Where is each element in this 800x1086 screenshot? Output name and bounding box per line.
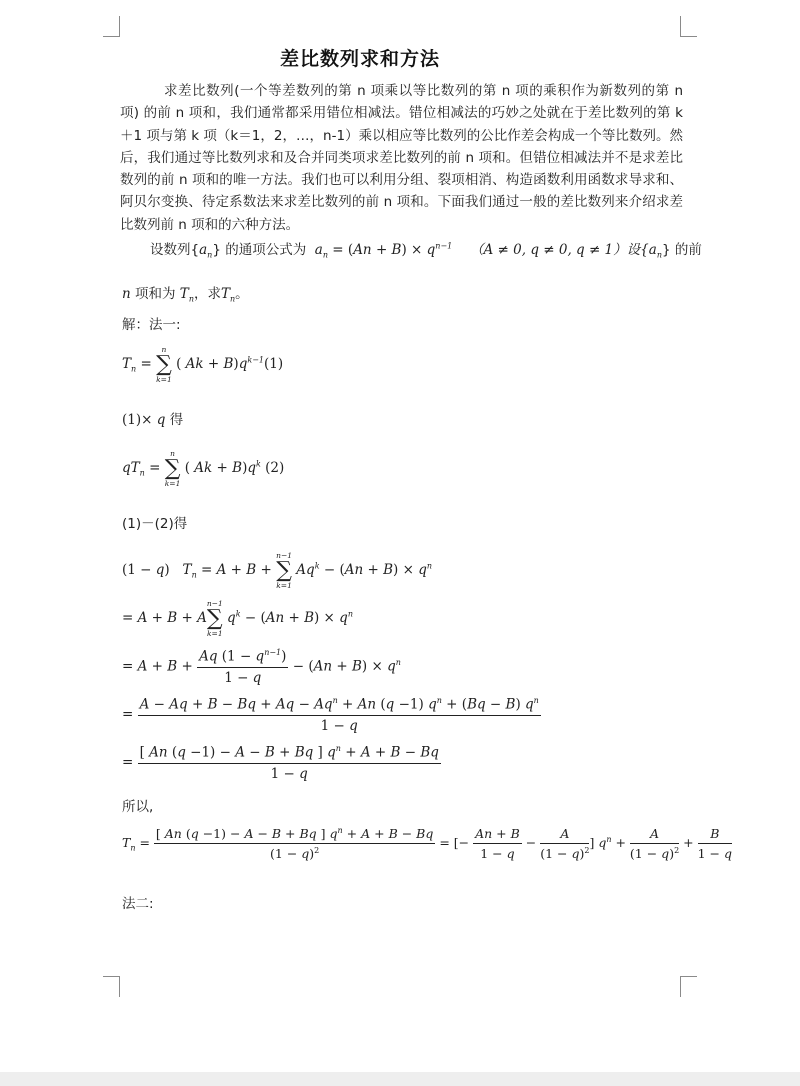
derivation-line-1: (1 − q) $T_n = A + B$ + n−1 ∑ k=1 $Aq^k - (An + B) \times q^n$ xyxy=(122,551,432,590)
setup-line-1: 设数列$\{a_n\}$ 的通项公式为 $a_n = (An + B) \times q^{n-1}$ xyxy=(150,241,453,260)
derivation-line-5: = $\frac{[ An (q -1) - A - B + Bq ] q^n + A + B - Bq}{1 - q}$ xyxy=(122,744,439,782)
derivation-line-2: = A + B + A n−1 ∑ k=1 $q^k - (An + B) \times q^n$ xyxy=(122,599,353,638)
equation-2: $qT_n$ = n ∑ k=1 ( $Ak + B)q^k$ (2) xyxy=(122,449,285,488)
document-title: 差比数列求和方法 xyxy=(279,48,440,70)
crop-mark-bottom-right xyxy=(680,976,697,997)
method2-label: 法二: xyxy=(122,896,154,912)
final-result-equation: $T_n$ = $\frac{[ An (q -1) - A - B + Bq ] q^n + A + B - Bq}{(1 - q)^2}$ = [− $\frac{An + B}{1 - q}$ − $\frac{A}{(1 - q)^2}$ ] $q^n$ + $\frac{A}{(1 - q)^2}$ + $\frac{B}{1 - q}$ xyxy=(122,826,732,862)
therefore-label: 所以, xyxy=(122,799,154,815)
crop-mark-top-right xyxy=(680,16,697,37)
setup-text-b: } 的通项公式为 xyxy=(212,242,307,258)
derivation-line-4: = $\frac{A - Aq + B - Bq + Aq - Aq^n + An (q -1) q^n + (Bq - B) q^n}{1 - q}$ xyxy=(122,696,539,734)
setup-text-a: 设数列{ xyxy=(150,242,200,258)
setup-end: } 的前 xyxy=(661,242,702,258)
setup-line-2: n 项和为 $T_n$，求$T_n$。 xyxy=(122,286,249,304)
viewer-bottom-strip xyxy=(0,1072,800,1086)
setup-condition-line: （A ≠ 0, q ≠ 0, q ≠ 1）设$\{a_n\}$ 的前 xyxy=(470,242,702,260)
equation-1: $T_n$ = n ∑ k=1 ( $Ak + B)q^{k-1}(1)$ xyxy=(122,345,284,384)
solution-label: 解：法一: xyxy=(122,317,181,333)
intro-paragraph: 求差比数列(一个等差数列的第 n 项乘以等比数列的第 n 项的乘积作为新数列的第 n 项) 的前 n 项和，我们通常都采用错位相减法。错位相减法的巧妙之处就在于差比数列的第 k＋1 项与第 k 项（k＝1，2，…，n-1）乘以相应等比数列的公比作差会构成一个等比数列。然后，我们通过等比数列求和及合并同类项求差比数列的前 n 项和。但错位相减法并不是求差比数列的前 n 项和的唯一方法。我们也可以利用分组、裂项相消、构造函数利用函数求导求和、阿贝尔变换、待定系数法来求差比数列的前 n 项和。下面我们通过一般的差比数列来介绍求差比数列前 n 项和的六种方法。 xyxy=(120,83,683,233)
general-term-formula: $a_n = (An + B) \times q^{n-1}$ xyxy=(310,241,453,260)
crop-mark-top-left xyxy=(103,16,120,37)
step2-label: (1)－(2)得 xyxy=(122,516,188,532)
derivation-line-3: = A + B + $\frac{Aq (1 - q^{n-1})}{1 - q}$ − $(An + B) \times q^n$ xyxy=(122,648,401,686)
step1-label: (1)× q 得 xyxy=(122,412,184,428)
crop-mark-bottom-left xyxy=(103,976,120,997)
setup-condition: （A ≠ 0, q ≠ 0, q ≠ 1）设{ xyxy=(470,242,649,258)
